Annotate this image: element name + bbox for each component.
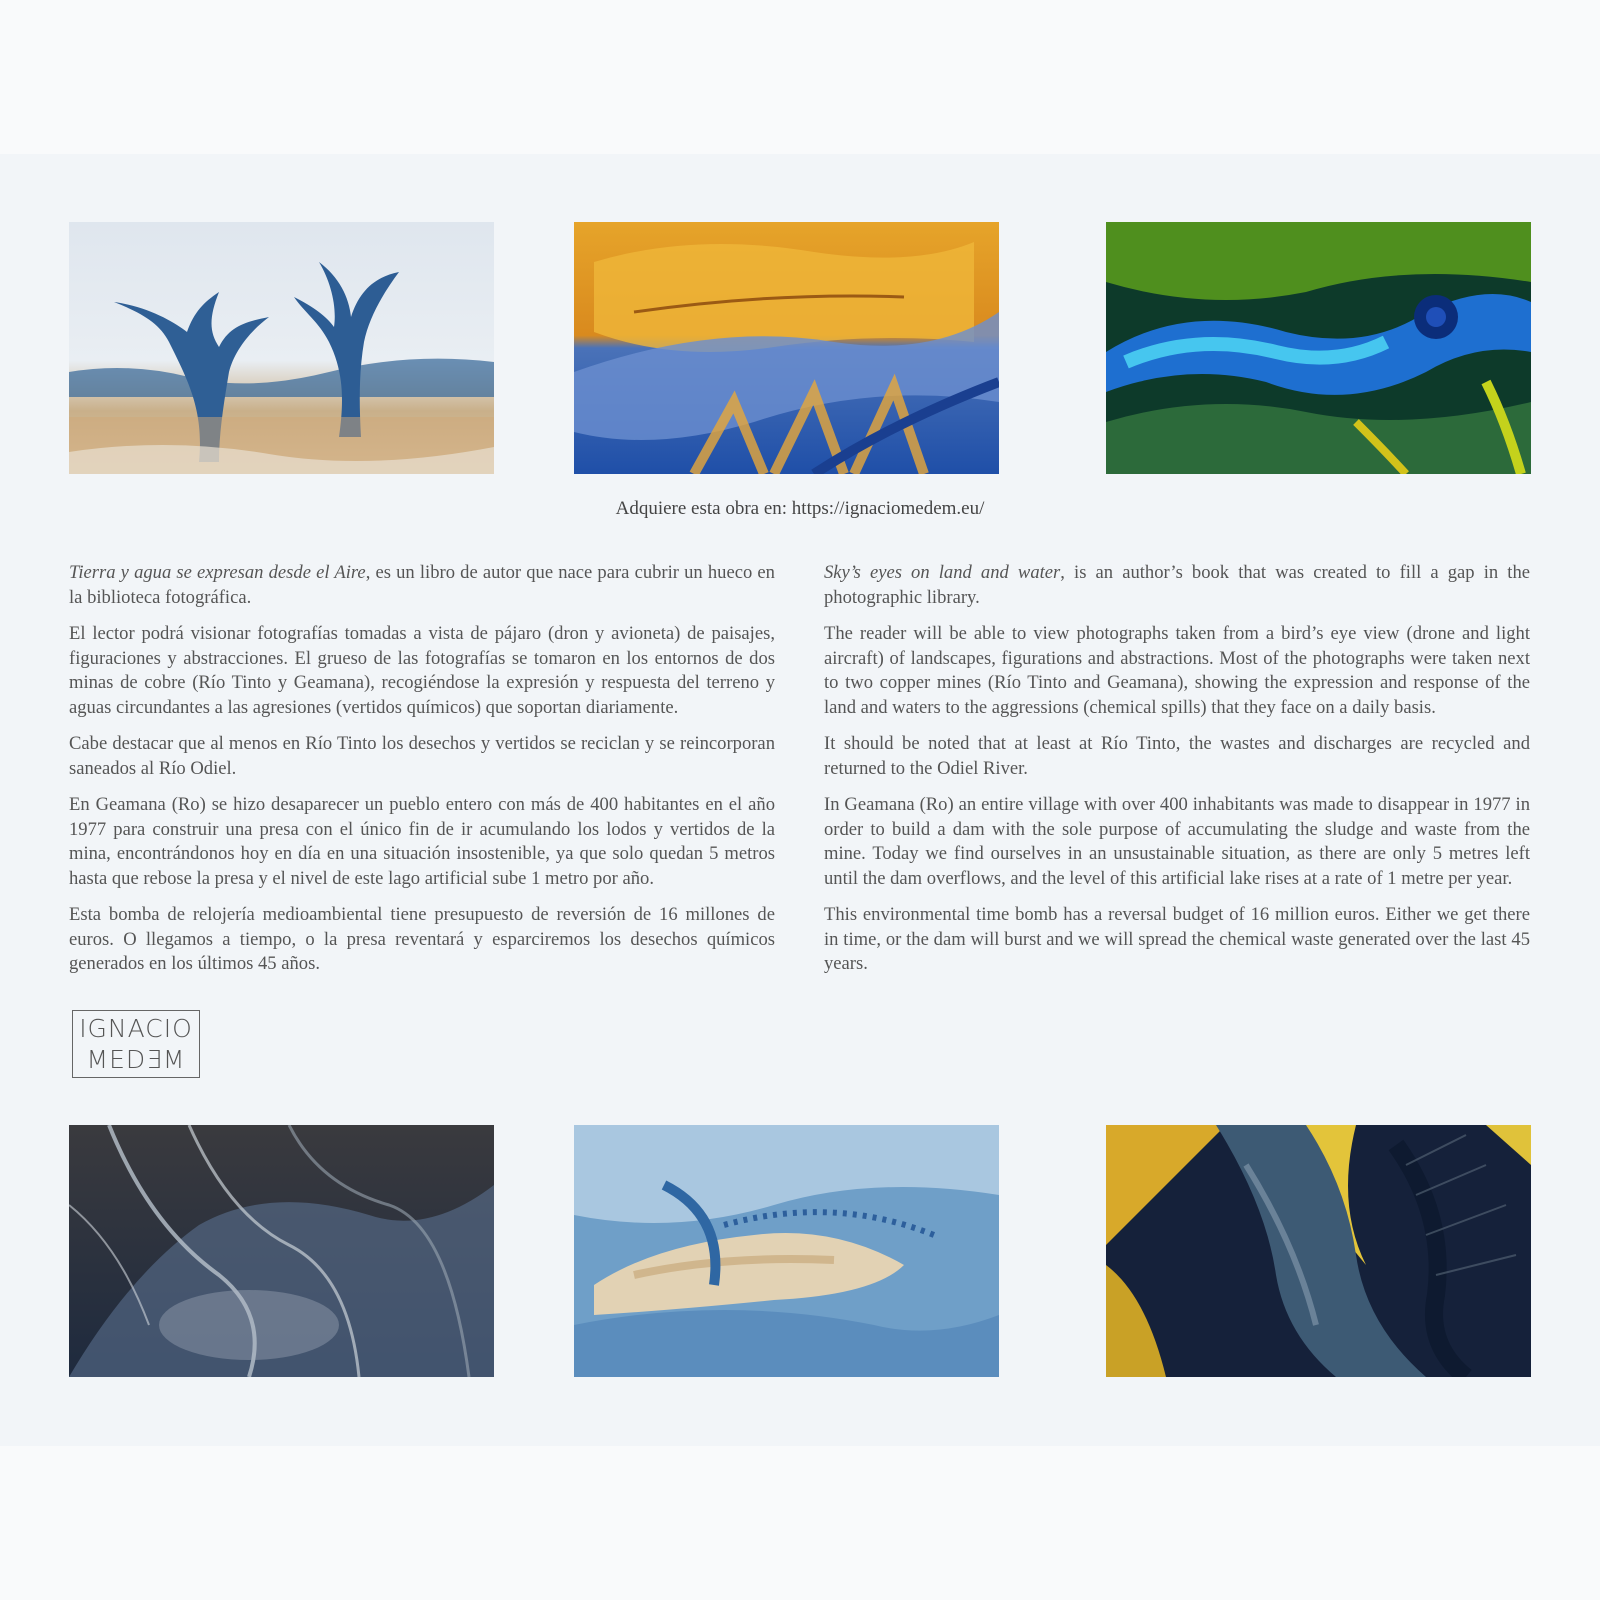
english-paragraph-3: It should be noted that at least at Río Tinto, the wastes and discharges are recycled and returned to the Odiel River. [824,733,1530,779]
spanish-paragraph-2: El lector podrá visionar fotografías tomadas a vista de pájaro (dron y avioneta) de paisajes, figuraciones y abstracciones. El grueso de las fotografías se tomaron en los entornos de dos minas de cobre (Río Tinto y Geamana), recogiéndose la expresión y respuesta del terreno y aguas circundantes a las agresiones (vertidos químicos) que soportan diariamente. [69,623,775,718]
aerial-photo-blue-sand-lake [574,1125,999,1377]
spanish-paragraph-1 [69,561,775,610]
english-paragraph-1 [824,561,1530,610]
spanish-book-title: Tierra y agua se expresan desde el Aire [69,562,366,583]
caption-text: Adquiere esta obra en: https://ignaciomedem.eu/ [615,498,985,519]
content-panel [0,154,1600,1446]
spanish-paragraph-1-text: , es un libro de autor que nace para cubrir un hueco en la biblioteca fotográfica. [69,562,775,608]
aerial-photo-orange-blue-mine [574,222,999,474]
english-paragraph-5: This environmental time bomb has a reversal budget of 16 million euros. Either we get there in time, or the dam will burst and we will spread the chemical waste generated over the last 45 years. [824,904,1530,974]
ignacio-medem-logo [72,1010,200,1078]
aerial-photo-dark-yellow-river [1106,1125,1531,1377]
aerial-photo-green-blue-swirl [1106,222,1531,474]
spanish-paragraph-3: Cabe destacar que al menos en Río Tinto los desechos y vertidos se reciclan y se reincorporan saneados al Río Odiel. [69,733,775,779]
logo-line-1: IGNACIO [79,1014,193,1043]
aerial-photo-grey-erosion [69,1125,494,1377]
english-book-title: Sky’s eyes on land and water [824,562,1061,583]
aerial-photo-blue-trees [69,222,494,474]
english-paragraph-4: In Geamana (Ro) an entire village with over 400 inhabitants was made to disappear in 1977 in order to build a dam with the sole purpose of accumulating the sludge and waste from the mine. Today we find ourselves in an unsustainable situation, as there are only 5 metres left until the dam overflows, and the level of this artificial lake rises at a rate of 1 metre per year. [824,794,1530,889]
logo-line-2: MEDƎM [86,1045,186,1074]
purchase-caption [0,498,1600,520]
spanish-description [69,561,775,989]
english-description [824,561,1530,989]
english-paragraph-2: The reader will be able to view photographs taken from a bird’s eye view (drone and light aircraft) of landscapes, figurations and abstractions. Most of the photographs were taken next to two copper mines (Río Tinto and Geamana), showing the expression and response of the land and waters to the aggressions (chemical spills) that they face on a daily basis. [824,623,1530,718]
spanish-paragraph-5: Esta bomba de relojería medioambiental tiene presupuesto de reversión de 16 millones de euros. O llegamos a tiempo, o la presa reventará y esparciremos los desechos químicos generados en los últimos 45 años. [69,904,775,974]
spanish-paragraph-4: En Geamana (Ro) se hizo desaparecer un pueblo entero con más de 400 habitantes en el año 1977 para construir una presa con el único fin de ir acumulando los lodos y vertidos de la mina, encontrándonos hoy en día en una situación insostenible, ya que solo quedan 5 metros hasta que rebose la presa y el nivel de este lago artificial sube 1 metro por año. [69,794,775,889]
english-paragraph-1-text: , is an author’s book that was created to fill a gap in the photographic library. [824,562,1530,608]
